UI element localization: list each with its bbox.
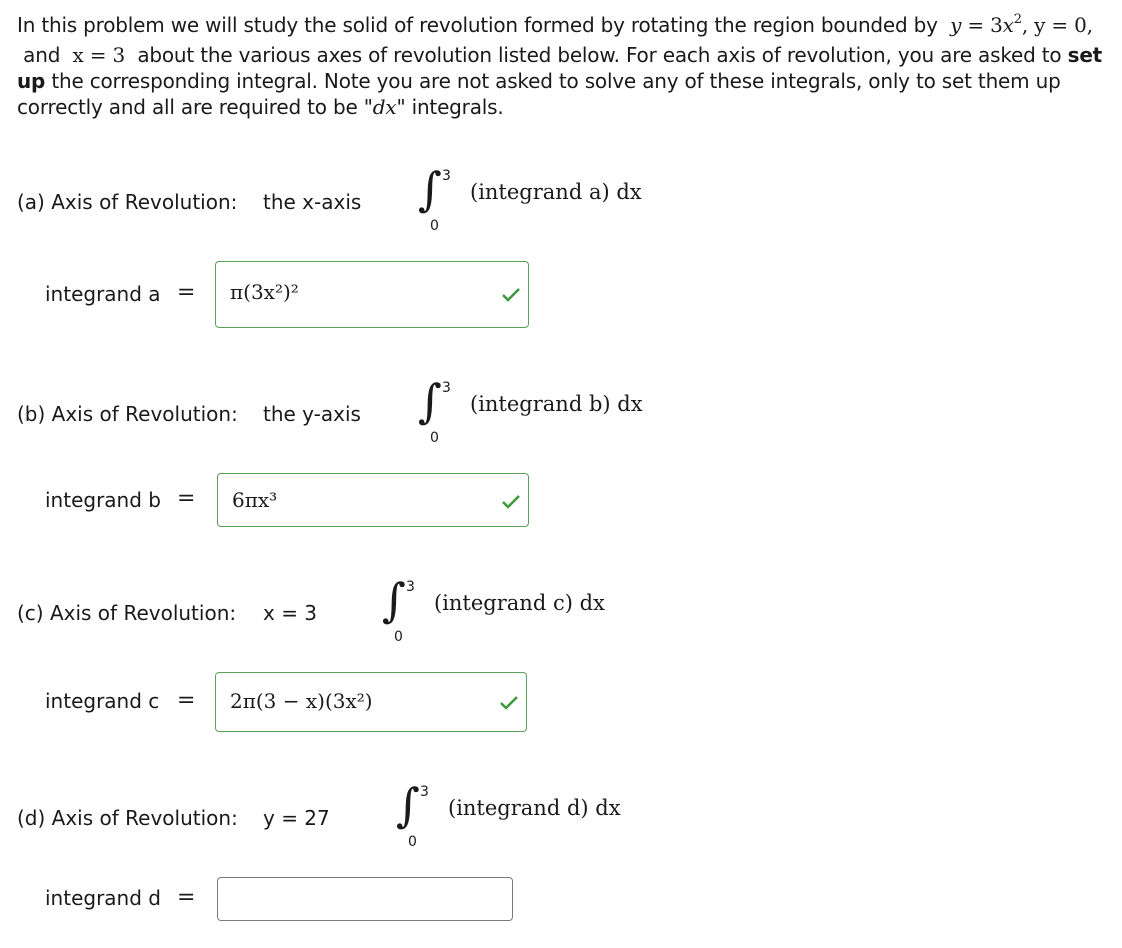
integrand-b-label: integrand b: [45, 488, 161, 512]
eq1-lhs: y: [950, 13, 962, 37]
lower-bound: 0: [394, 629, 403, 645]
lower-bound: 0: [430, 218, 439, 234]
part-a-axis: the x-axis: [263, 190, 362, 214]
upper-bound: 3: [420, 784, 429, 800]
check-icon: [500, 696, 518, 710]
part-a-integral: [418, 162, 698, 240]
eq3: x = 3: [72, 43, 126, 67]
integrand-d-label: integrand d: [45, 886, 161, 910]
eq1-rhs: = 3: [961, 13, 1003, 37]
integrand-a-value: π(3x²)²: [230, 280, 299, 304]
part-d-integral: [396, 778, 676, 856]
part-c-integral: [382, 573, 662, 651]
integral-sign: ∫: [396, 778, 420, 832]
lower-bound: 0: [430, 430, 439, 446]
integrand-b-input[interactable]: [217, 473, 529, 527]
intro-dx: dx: [372, 95, 397, 119]
integrand-c-label: integrand c: [45, 689, 160, 713]
intro-text-1: In this problem we will study the solid of revolution formed by rotating the region bounded by: [17, 13, 938, 37]
integrand-d-input[interactable]: [217, 877, 513, 921]
integrand-c-value: 2π(3 − x)(3x²): [230, 689, 373, 713]
intro-text-4: " integrals.: [396, 95, 504, 119]
eq1-sep: ,: [1021, 13, 1028, 37]
integral-sign: ∫: [418, 162, 442, 216]
intro-and: and: [23, 43, 61, 67]
part-b-axis: the y-axis: [263, 402, 361, 426]
lower-bound: 0: [408, 834, 417, 850]
integral-body: (integrand b) dx: [470, 392, 643, 416]
equals-sign: =: [177, 280, 196, 305]
intro-text-3: the corresponding integral. Note you are not asked to solve any of these integrals, only to set them up correctly and all are required to be ": [17, 69, 1061, 119]
eq1-exp: 2: [1013, 12, 1022, 27]
equals-sign: =: [177, 486, 196, 511]
integrand-b-value: 6πx³: [232, 488, 278, 512]
integrand-c-input[interactable]: [215, 672, 527, 732]
integral-body: (integrand a) dx: [470, 180, 642, 204]
integrand-a-input[interactable]: [215, 261, 529, 328]
upper-bound: 3: [442, 168, 451, 184]
upper-bound: 3: [442, 380, 451, 396]
problem-statement: [17, 12, 1112, 120]
integral-body: (integrand d) dx: [448, 796, 621, 820]
intro-bold: set up: [17, 43, 1103, 93]
upper-bound: 3: [406, 579, 415, 595]
intro-text-2: about the various axes of revolution listed below. For each axis of revolution, you are asked to: [137, 43, 1062, 67]
equals-sign: =: [177, 688, 196, 713]
part-c-axis: x = 3: [263, 601, 318, 625]
check-icon: [502, 495, 520, 509]
integral-sign: ∫: [382, 573, 406, 627]
integral-body: (integrand c) dx: [434, 591, 605, 615]
integrand-a-label: integrand a: [45, 282, 161, 306]
integral-sign: ∫: [418, 374, 442, 428]
part-a-label: (a) Axis of Revolution:: [17, 190, 238, 214]
part-d-axis: y = 27: [263, 806, 330, 830]
eq2: y = 0,: [1034, 13, 1093, 37]
part-c-label: (c) Axis of Revolution:: [17, 601, 237, 625]
eq1-var: x: [1002, 13, 1014, 37]
part-b-label: (b) Axis of Revolution:: [17, 402, 238, 426]
equals-sign: =: [177, 885, 196, 910]
part-b-integral: [418, 374, 698, 452]
check-icon: [502, 288, 520, 302]
part-d-label: (d) Axis of Revolution:: [17, 806, 238, 830]
